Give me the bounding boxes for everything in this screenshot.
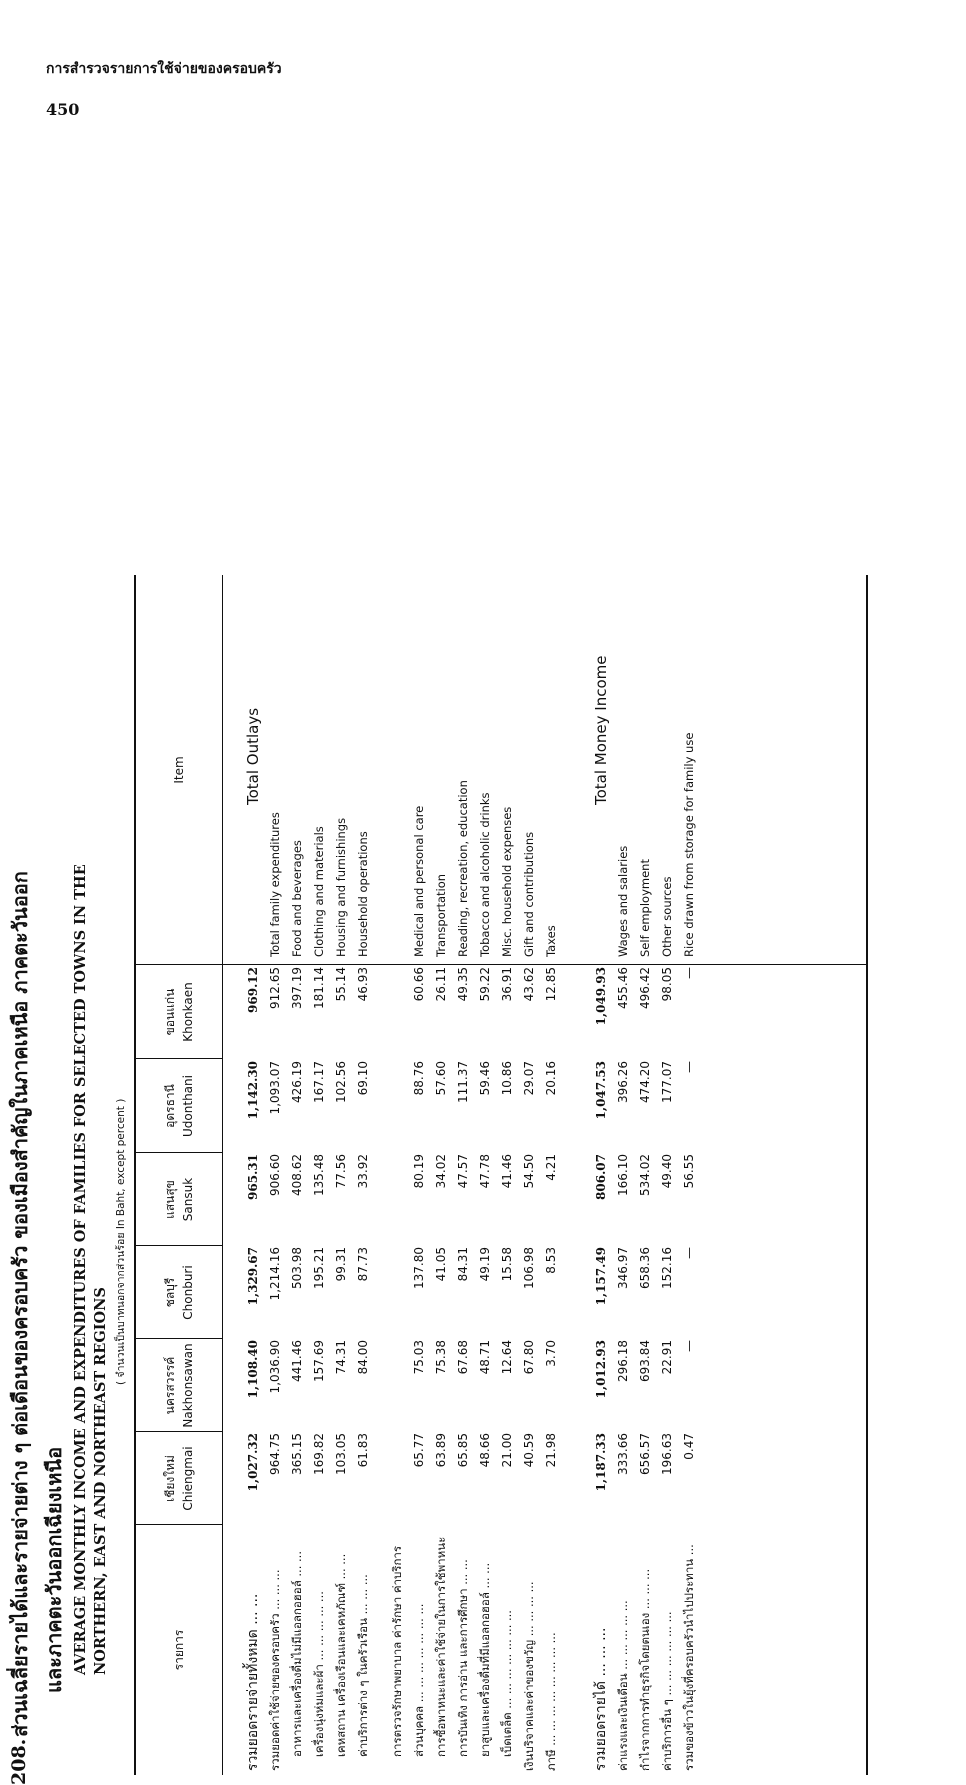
table-row [352,565,374,1785]
value-cell: 26.11 [434,967,448,1002]
town-thai-name: เชียงใหม่ [163,1455,177,1502]
thai-item-label: กำไรจากการทำธุรกิจโดยตนเอง ... ... ... [638,1568,652,1771]
thai-item-label: ค่าบริการอื่น ๆ ... ... ... ... ... ... [660,1611,674,1771]
thai-title-line-2: และภาคตะวันออกเฉียงเหนือ [42,1446,66,1693]
value-cell: 658.36 [638,1247,652,1289]
value-cell: 48.71 [478,1340,492,1375]
thai-item-label: เคหสถาน เครื่องเรือนและเคหภัณฑ์ ... ... [334,1553,348,1757]
table-row [408,565,430,1785]
table-row [590,565,612,1785]
value-cell: 396.26 [616,1061,630,1103]
value-cell: 1,214.16 [268,1247,282,1301]
value-cell: 346.97 [616,1247,630,1289]
english-item-label: Housing and furnishings [334,817,348,957]
value-cell: 63.89 [434,1433,448,1468]
value-cell: 41.05 [434,1247,448,1282]
value-cell: 196.63 [660,1433,674,1475]
thai-item-header-text: รายการ [172,1629,186,1671]
value-cell: 36.91 [500,967,514,1002]
running-head: การสำรวจรายการใช้จ่ายของครอบครัว [46,61,282,77]
thai-item-label: การซื้อพาหนะและค่าใช้จ่ายในการใช้พาหนะ [434,1536,448,1757]
english-item-label: Transportation [434,873,448,957]
thai-item-label: ภาษี ... ... ... ... ... ... ... ... [544,1632,558,1771]
thai-item-label: เครื่องนุ่งห่มและผ้า ... ... ... ... ... [312,1591,326,1757]
value-cell: 65.77 [412,1433,426,1468]
english-title-line-2: NORTHERN, EAST AND NORTHEAST REGIONS [92,1287,109,1675]
column-header-chiengmai [136,1432,222,1525]
value-cell: 41.46 [500,1154,514,1189]
page-number: 450 [46,100,80,119]
town-english-name: Chonburi [181,1265,195,1320]
value-cell: 1,049.93 [594,967,608,1026]
value-cell: 195.21 [312,1247,326,1289]
item-column-header [136,575,222,965]
value-cell: 75.38 [434,1340,448,1375]
value-cell: 8.53 [544,1247,558,1274]
table-row [452,565,474,1785]
table-row [330,565,352,1785]
table-row [612,565,634,1785]
value-cell: 441.46 [290,1340,304,1382]
english-item-label: Taxes [544,925,558,957]
value-cell: 177.07 [660,1061,674,1103]
town-thai-name: แสนสุข [163,1180,177,1219]
value-cell: 137.80 [412,1247,426,1289]
value-cell: 969.12 [246,967,260,1013]
table-number: 208. [8,1738,30,1785]
value-cell: 906.60 [268,1154,282,1196]
thai-item-label: รวมยอดค่าใช้จ่ายของครอบครัว ... ... ... [268,1569,282,1771]
value-cell: 1,012.93 [594,1340,608,1399]
value-cell: 80.19 [412,1154,426,1189]
english-item-label: Wages and salaries [616,845,630,957]
english-item-label: Household operations [356,831,370,957]
value-cell: 1,157.49 [594,1247,608,1306]
english-item-label: Tobacco and alcoholic drinks [478,792,492,957]
value-cell: 1,329.67 [246,1247,260,1306]
column-header-nakhonsawan [136,1339,222,1432]
value-cell: 21.00 [500,1433,514,1468]
table-row [540,565,562,1785]
value-cell: 40.59 [522,1433,536,1468]
value-cell: 474.20 [638,1061,652,1103]
value-cell: 1,142.30 [246,1061,260,1120]
thai-item-label: ค่าแรงและเงินเดือน ... ... ... ... ... [616,1600,630,1771]
table-row [678,565,700,1785]
value-cell: 1,187.33 [594,1433,608,1492]
table-row [264,565,286,1785]
value-cell: 29.07 [522,1061,536,1096]
town-thai-name: นครสวรรค์ [163,1356,177,1415]
english-title-line-1: AVERAGE MONTHLY INCOME AND EXPENDITURES OF FAMILIES FOR SELECTED TOWNS IN THE [72,864,89,1675]
english-item-label: Gift and contributions [522,831,536,957]
value-cell: — [682,967,696,979]
value-cell: 0.47 [682,1433,696,1460]
thai-item-label: รวมยอดรายจ่ายทั้งหมด ... ... [245,1593,261,1771]
value-cell: 33.92 [356,1154,370,1189]
column-header-sansuk [136,1153,222,1246]
thai-item-label: เบ็ดเตล็ด ... ... ... ... ... ... ... [500,1610,514,1757]
english-item-label: Rice drawn from storage for family use [682,732,696,957]
value-cell: 152.16 [660,1247,674,1289]
english-item-label: Reading, recreation, education [456,780,470,957]
value-cell: 65.85 [456,1433,470,1468]
table-row [634,565,656,1785]
value-cell: 296.18 [616,1340,630,1382]
value-cell: 57.60 [434,1061,448,1096]
value-cell: 12.85 [544,967,558,1002]
value-cell: 106.98 [522,1247,536,1289]
value-cell: 67.80 [522,1340,536,1375]
english-item-label: Misc. household expenses [500,806,514,957]
value-cell: 365.15 [290,1433,304,1475]
column-header-chonburi [136,1246,222,1339]
column-header-udonthani [136,1059,222,1153]
value-cell: 69.10 [356,1061,370,1096]
value-cell: 87.73 [356,1247,370,1282]
english-item-label: Medical and personal care [412,805,426,957]
table-title-block [0,565,127,1785]
thai-item-column-header [136,1525,222,1775]
value-cell: 74.31 [334,1340,348,1375]
value-cell: 1,108.40 [246,1340,260,1399]
thai-item-label: การบันเทิง การอ่าน และการศึกษา ... ... [456,1559,470,1757]
value-cell: 47.57 [456,1154,470,1189]
unit-note: ( จำนวนเป็นบาทนอกจากส่วนร้อย In Baht, except percent ) [115,1098,127,1385]
table-row [308,565,330,1785]
table-row [430,565,452,1785]
item-header-text: Item [172,756,186,784]
value-cell: 99.31 [334,1247,348,1282]
value-cell: 408.62 [290,1154,304,1196]
value-cell: 84.00 [356,1340,370,1375]
town-english-name: Chiengmai [181,1446,195,1511]
value-cell: 54.50 [522,1154,536,1189]
value-cell: 534.02 [638,1154,652,1196]
thai-item-label: รวมยอดรายได้ ... ... ... [593,1627,609,1771]
value-cell: 455.46 [616,967,630,1009]
value-cell: 15.58 [500,1247,514,1282]
thai-item-label: ยาสูบและเครื่องดื่มที่มีแอลกอฮอล์ ... ... [478,1562,492,1757]
thai-item-label: รวมของข้าวในยุ้งที่ครอบครัวนำไปประทาน ... [682,1544,696,1771]
table-row [656,565,678,1785]
value-cell: 103.05 [334,1433,348,1475]
header-rule [222,575,223,1775]
value-cell: 75.03 [412,1340,426,1375]
value-cell: 496.42 [638,967,652,1009]
value-cell: 77.56 [334,1154,348,1189]
value-cell: 55.14 [334,967,348,1002]
table-bottom-rule [866,575,868,1775]
value-cell: 4.21 [544,1154,558,1181]
rotated-table-page [0,565,874,1785]
table-row [286,565,308,1785]
value-cell: — [682,1340,696,1352]
value-cell: 98.05 [660,967,674,1002]
town-thai-name: ชลบุรี [163,1277,177,1308]
value-cell: 426.19 [290,1061,304,1103]
table-row [496,565,518,1785]
town-english-name: Nakhonsawan [181,1343,195,1428]
value-cell: 111.37 [456,1061,470,1103]
value-cell: 965.31 [246,1154,260,1200]
english-item-label: Clothing and materials [312,826,326,957]
value-cell: 102.56 [334,1061,348,1103]
value-cell: 49.40 [660,1154,674,1189]
value-cell: 1,036.90 [268,1340,282,1394]
value-cell: 397.19 [290,967,304,1009]
value-cell: — [682,1061,696,1073]
value-cell: 12.64 [500,1340,514,1375]
value-cell: 59.46 [478,1061,492,1096]
value-cell: 49.35 [456,967,470,1002]
value-cell: 135.48 [312,1154,326,1196]
value-cell: 10.86 [500,1061,514,1096]
value-cell: 46.93 [356,967,370,1002]
value-cell: 166.10 [616,1154,630,1196]
value-cell: 693.84 [638,1340,652,1382]
column-header-khonkaen [136,965,222,1059]
value-cell: 21.98 [544,1433,558,1468]
english-item-label: Food and beverages [290,840,304,957]
thai-title-line-1: ส่วนเฉลี่ยรายได้และรายจ่ายต่าง ๆ ต่อเดือนของครอบครัว ของเมืองสำคัญในภาคเหนือ ภาคตะวันออก [8,871,32,1737]
value-cell: 60.66 [412,967,426,1002]
value-cell: 20.16 [544,1061,558,1096]
value-cell: 157.69 [312,1340,326,1382]
table-row [518,565,540,1785]
value-cell: 49.19 [478,1247,492,1282]
value-cell: 34.02 [434,1154,448,1189]
english-item-label: Total Money Income [592,655,610,805]
town-thai-name: ขอนแก่น [163,988,177,1036]
value-cell: — [682,1247,696,1259]
value-cell: 656.57 [638,1433,652,1475]
value-cell: 59.22 [478,967,492,1002]
value-cell: 48.66 [478,1433,492,1468]
town-thai-name: อุดรธานี [163,1084,177,1128]
value-cell: 806.07 [594,1154,608,1200]
value-cell: 47.78 [478,1154,492,1189]
english-item-label: Self employment [638,859,652,957]
value-cell: 181.14 [312,967,326,1009]
value-cell: 964.75 [268,1433,282,1475]
value-cell: 503.98 [290,1247,304,1289]
english-item-label: Other sources [660,876,674,957]
value-cell: 43.62 [522,967,536,1002]
town-english-name: Khonkaen [181,982,195,1042]
value-cell: 84.31 [456,1247,470,1282]
value-cell: 22.91 [660,1340,674,1375]
value-cell: 169.82 [312,1433,326,1475]
value-cell: 1,027.32 [246,1433,260,1492]
table-row [386,565,408,1785]
table-row [474,565,496,1785]
thai-item-label: ส่วนบุคคล ... ... ... ... ... ... ... [412,1603,426,1757]
value-cell: 3.70 [544,1340,558,1367]
value-cell: 1,047.53 [594,1061,608,1120]
english-item-label: Total family expenditures [268,812,282,957]
value-cell: 88.76 [412,1061,426,1096]
town-english-name: Sansuk [181,1177,195,1222]
value-cell: 1,093.07 [268,1061,282,1115]
value-cell: 912.65 [268,967,282,1009]
thai-item-label: อาหารและเครื่องดื่มไม่มีแอลกอฮอล์ ... ... [290,1551,304,1757]
table-row [242,565,264,1785]
thai-item-label: ค่าบริการต่าง ๆ ในครัวเรือน ... ... ... [356,1574,370,1757]
value-cell: 67.68 [456,1340,470,1375]
thai-item-label: เงินบริจาคและค่าของขวัญ ... ... ... ... [522,1581,536,1771]
value-cell: 56.55 [682,1154,696,1189]
english-item-label: Total Outlays [244,707,262,805]
town-english-name: Udonthani [181,1075,195,1137]
value-cell: 333.66 [616,1433,630,1475]
value-cell: 61.83 [356,1433,370,1468]
thai-item-label: การตรวจรักษาพยาบาล ค่ารักษา ค่าบริการ [390,1545,404,1757]
value-cell: 167.17 [312,1061,326,1103]
